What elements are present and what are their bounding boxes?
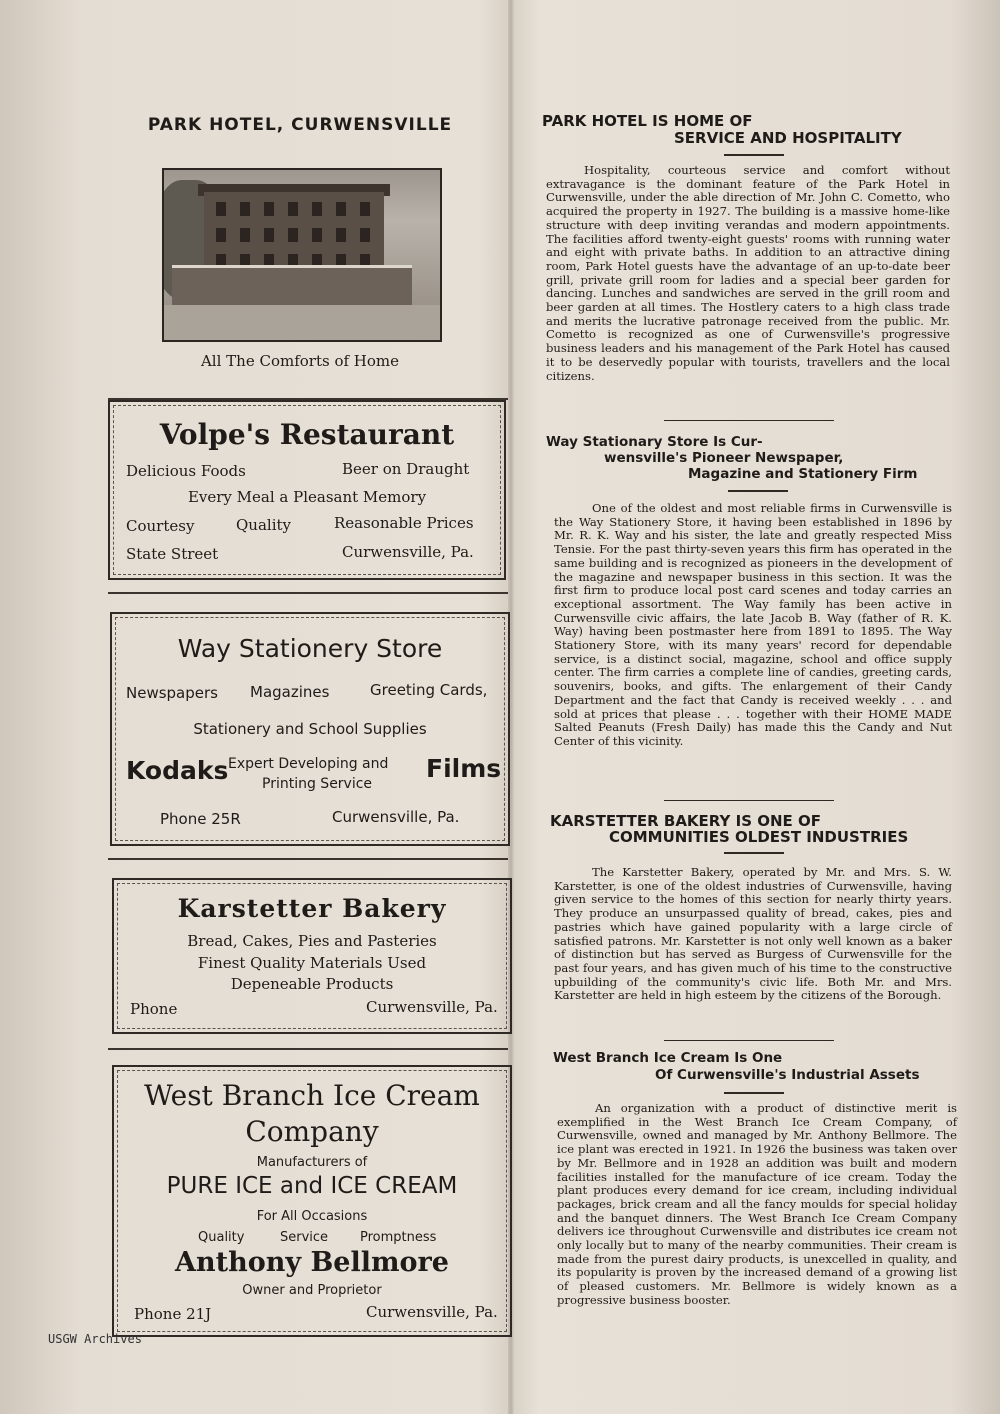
ad-text: Curwensville, Pa. [366,998,498,1016]
ad-text: Promptness [360,1230,437,1245]
ad-title: Company [245,1115,379,1148]
ad-text: Curwensville, Pa. [342,543,474,561]
ad-title: West Branch Ice Cream [144,1079,480,1112]
article-heading: Of Curwensville's Industrial Assets [655,1067,920,1083]
ad-text: Stationery and School Supplies [193,720,427,738]
article-heading: Magazine and Stationery Firm [688,466,918,482]
volpe-restaurant-ad [108,400,506,580]
ad-text: Quality [198,1230,245,1245]
article-heading: wensville's Pioneer Newspaper, [604,450,844,466]
article-heading: PARK HOTEL IS HOME OF [542,112,753,130]
article-body: Hospitality, courteous service and comfort without extravagance is the dominant feature of the Park Hotel in Curwensville, under the able direction of Mr. John C. Cometto, who acquired the property in 1927. The building is a massive home-like structure with deep inviting verandas and modern appointments. The facilities afford twenty-eight guests' rooms with running water and eight with private baths. In addition to an attractive dining room, Park Hotel guests have the advantage of an up-to-date beer grill, private grill room for ladies and a special beer garden for dancing. Lunches and sandwiches are served in the grill room and beer garden at all times. The Hostlery caters to a high class trade and merits the lucrative patronage received from the public. Mr. Cometto is recognized as one of Curwensville's progressive business leaders and his management of the Park Hotel has caused it to be deservedly popular with tourists, travellers and the local citizens. [546,163,950,383]
article-body: An organization with a product of distinctive merit is exemplified in the West Branch Ice Cream Company, of Curwensville, owned and managed by Mr. Anthony Bellmore. The ice plant was erected in 1921. In 1926 the business was taken over by Mr. Bellmore and in 1928 an addition was built and modern facilities installed for the manufacture of ice cream. Today the plant produces every demand for ice cream, including individual packages, brick cream and all the fancy moulds for special holiday and the banquet dinners. The West Branch Ice Cream Company delivers ice throughout Curwensville and distributes ice cream not only locally but to many of the nearby communities. Their cream is made from the purest dairy products, is unexcelled in quality, and its popularity is proven by the increased demand of a growing list of pleased customers. Mr. Bellmore is widely known as a progressive business booster. [557,1101,957,1307]
ad-text: Phone 21J [134,1305,212,1323]
article-heading: SERVICE AND HOSPITALITY [674,129,902,147]
ad-text: Quality [236,516,291,534]
article-heading: KARSTETTER BAKERY IS ONE OF [550,812,821,830]
divider [664,1040,834,1041]
way-stationery-ad [110,612,510,846]
ad-text: Films [426,754,502,783]
photo-caption: All The Comforts of Home [200,352,400,370]
ad-text: Delicious Foods [126,462,246,480]
ad-text: Courtesy [126,517,195,535]
ad-text: Finest Quality Materials Used [197,954,427,972]
divider [724,1092,784,1094]
ad-text: Greeting Cards, [370,681,488,699]
ad-text: Bread, Cakes, Pies and Pasteries [187,932,437,950]
hotel-photo [162,168,442,342]
article-heading: COMMUNITIES OLDEST INDUSTRIES [609,828,909,846]
ad-text: Curwensville, Pa. [366,1303,498,1321]
ad-text: Every Meal a Pleasant Memory [187,488,427,506]
divider [664,800,834,801]
article-heading: Way Stationary Store Is Cur- [546,434,763,450]
divider [728,490,788,492]
ad-text: Newspapers [126,684,218,702]
ad-text: Kodaks [126,756,229,785]
ad-title: Volpe's Restaurant [159,418,455,451]
divider [108,858,508,860]
divider [724,154,784,156]
ad-text: Service [280,1230,329,1245]
hotel-photo-title: PARK HOTEL, CURWENSVILLE [147,115,453,135]
article-body: The Karstetter Bakery, operated by Mr. and Mrs. S. W. Karstetter, is one of the oldest industries of Curwensville, having given service to the homes of this section for nearly thirty years. They produce an unsurpassed quality of bread, cakes, pies and pastries which have gained popularity with a large circle of satisfied patrons. Mr. Karstetter is not only well known as a baker of distinction but has served as Burgess of Curwensville for the past four years, and has given much of his time to the constructive upbuilding of the community's civic life. Both Mr. and Mrs. Karstetter are held in high esteem by the citizens of the Borough. [554,865,952,1003]
ad-text: Magazines [250,683,330,701]
ad-text: State Street [126,545,219,563]
ad-title: Karstetter Bakery [177,894,447,923]
ad-text: Phone [130,1000,178,1018]
article-heading: West Branch Ice Cream Is One [553,1050,783,1066]
ad-text: Manufacturers of [256,1155,368,1170]
divider [108,1048,508,1050]
divider [724,852,784,854]
divider [664,420,834,421]
ad-text: Reasonable Prices [334,514,474,532]
karstetter-bakery-ad [112,878,512,1034]
ad-title: Way Stationery Store [177,634,443,663]
article-body: One of the oldest and most reliable firms in Curwensville is the Way Stationery Store, it having been established in 1896 by Mr. R. K. Way and his sister, the late and greatly respected Miss Tensie. For the past thirty-seven years this firm has operated in the same building and is recognized as pioneers in the development of the magazine and newspaper business in this section. It was the first firm to produce local post card scenes and today carries an exceptional assortment. The Way family has been active in Curwensville civic affairs, the late Jacob B. Way (father of R. K. Way) having been postmaster here from 1891 to 1895. The Way Stationery Store, with its many years' record for dependable service, is a distinct social, magazine, school and office supply center. The firm carries a complete line of candies, greeting cards, souvenirs, books, and gifts. The enlargement of their Candy Department and the fact that Candy is received weekly . . . and sold at prices that please . . . together with their HOME MADE Salted Peanuts (Fresh Daily) has made this the Candy and Nut Center of this vicinity. [554,501,952,748]
ad-text: Phone 25R [160,810,241,828]
archive-watermark: USGW Archives [48,1332,142,1346]
ad-text: Curwensville, Pa. [332,808,460,826]
ad-text: Depeneable Products [230,975,394,993]
ad-text: Expert Developing and [228,756,389,772]
west-branch-ice-cream-ad [112,1065,512,1337]
ad-text: PURE ICE and ICE CREAM [166,1173,458,1199]
divider [108,592,508,594]
ad-text: For All Occasions [256,1209,368,1224]
ad-text: Owner and Proprietor [242,1283,382,1298]
ad-text: Printing Service [262,776,373,792]
ad-text: Beer on Draught [342,460,470,478]
ad-title: Anthony Bellmore [175,1247,449,1278]
